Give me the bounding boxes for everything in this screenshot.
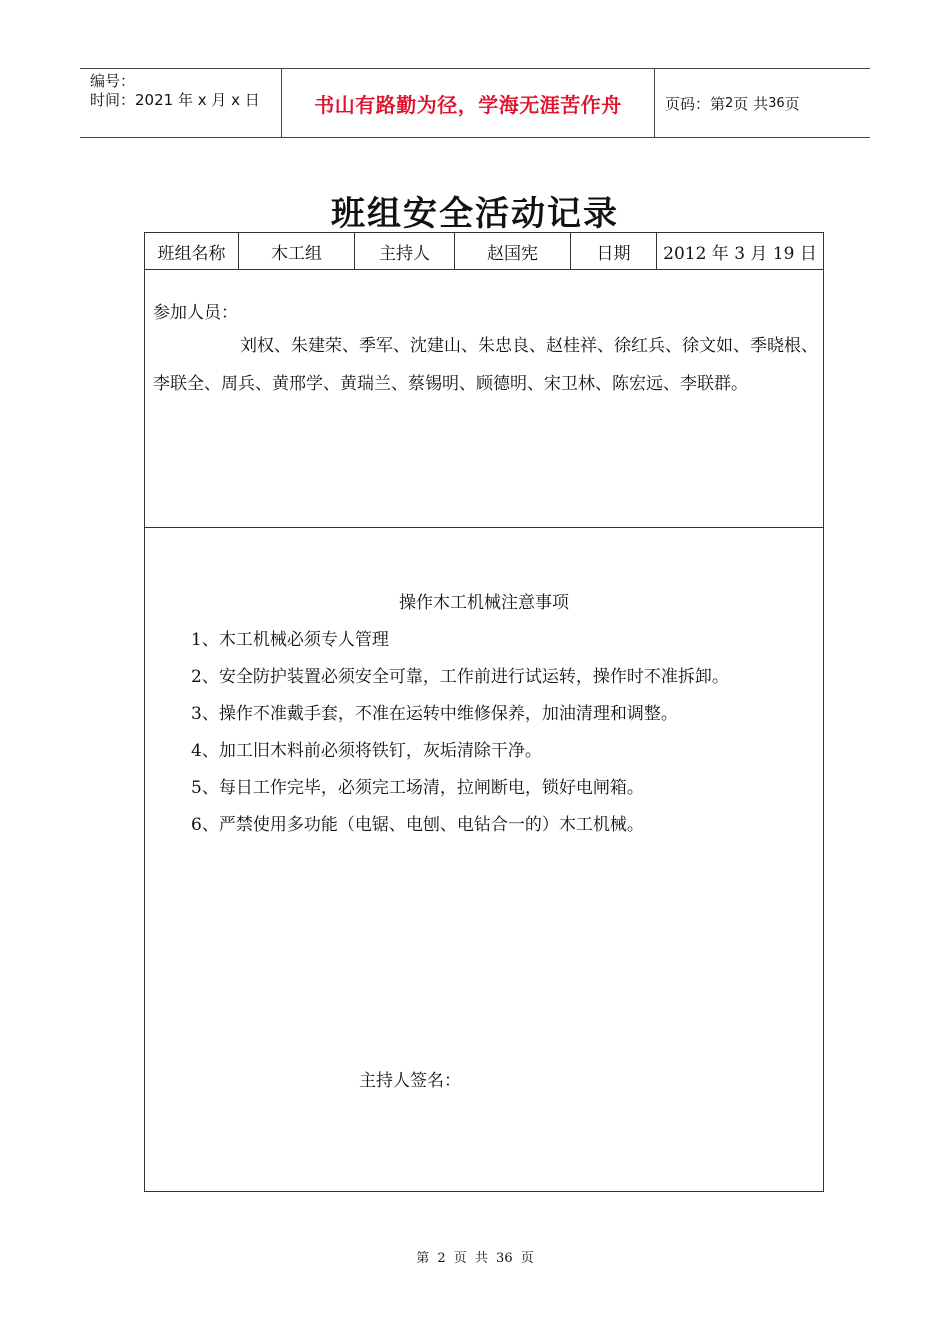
participants-names: 刘权、朱建荣、季军、沈建山、朱忠良、赵桂祥、徐红兵、徐文如、季晓根、李联全、周兵、黄邢学、黄瑞兰、蔡锡明、顾德明、宋卫林、陈宏远、李联群。 xyxy=(153,336,818,394)
list-item: 5、每日工作完毕，必须完工场清，拉闸断电，锁好电闸箱。 xyxy=(191,778,644,798)
page-footer: 第 2 页 共 36 页 xyxy=(416,1251,534,1266)
team-value: 木工组 xyxy=(239,233,355,269)
page-info-prefix: 页码：第 xyxy=(665,94,726,113)
content-title: 操作木工机械注意事项 xyxy=(399,593,569,613)
safety-items-list xyxy=(191,622,729,844)
record-table xyxy=(144,232,824,1192)
page-title: 班组安全活动记录 xyxy=(331,194,619,234)
header-motto: 书山有路勤为径，学海无涯苦作舟 xyxy=(314,92,622,117)
list-item: 3、操作不准戴手套，不准在运转中维修保养，加油清理和调整。 xyxy=(191,704,678,724)
header-motto-cell xyxy=(281,69,655,137)
time-label: 时间：2021 年 x 月 x 日 xyxy=(90,91,260,109)
document-header xyxy=(80,68,870,138)
list-item: 2、安全防护装置必须安全可靠，工作前进行试运转，操作时不准拆卸。 xyxy=(191,667,729,687)
info-row xyxy=(145,233,823,270)
date-value: 2012 年 3 月 19 日 xyxy=(663,243,817,264)
page-current: 2 xyxy=(725,95,734,111)
number-label: 编号： xyxy=(90,72,136,90)
page-total: 36 xyxy=(768,95,785,111)
activity-content xyxy=(145,528,823,1191)
date-label: 日期 xyxy=(571,233,657,269)
team-label: 班组名称 xyxy=(145,233,239,269)
participants-label: 参加人员： xyxy=(153,303,238,323)
page-info-mid: 页 共 xyxy=(733,94,769,113)
host-label: 主持人 xyxy=(355,233,455,269)
page-info-suffix: 页 xyxy=(784,94,800,113)
host-value: 赵国宪 xyxy=(455,233,571,269)
list-item: 1、木工机械必须专人管理 xyxy=(191,630,389,650)
list-item: 6、严禁使用多功能（电锯、电刨、电钻合一的）木工机械。 xyxy=(191,815,644,835)
participants-section xyxy=(145,270,823,528)
list-item: 4、加工旧木料前必须将铁钉，灰垢清除干净。 xyxy=(191,741,542,761)
header-page-info xyxy=(665,69,800,137)
header-meta xyxy=(80,69,280,137)
signature-label: 主持人签名： xyxy=(359,1071,461,1091)
